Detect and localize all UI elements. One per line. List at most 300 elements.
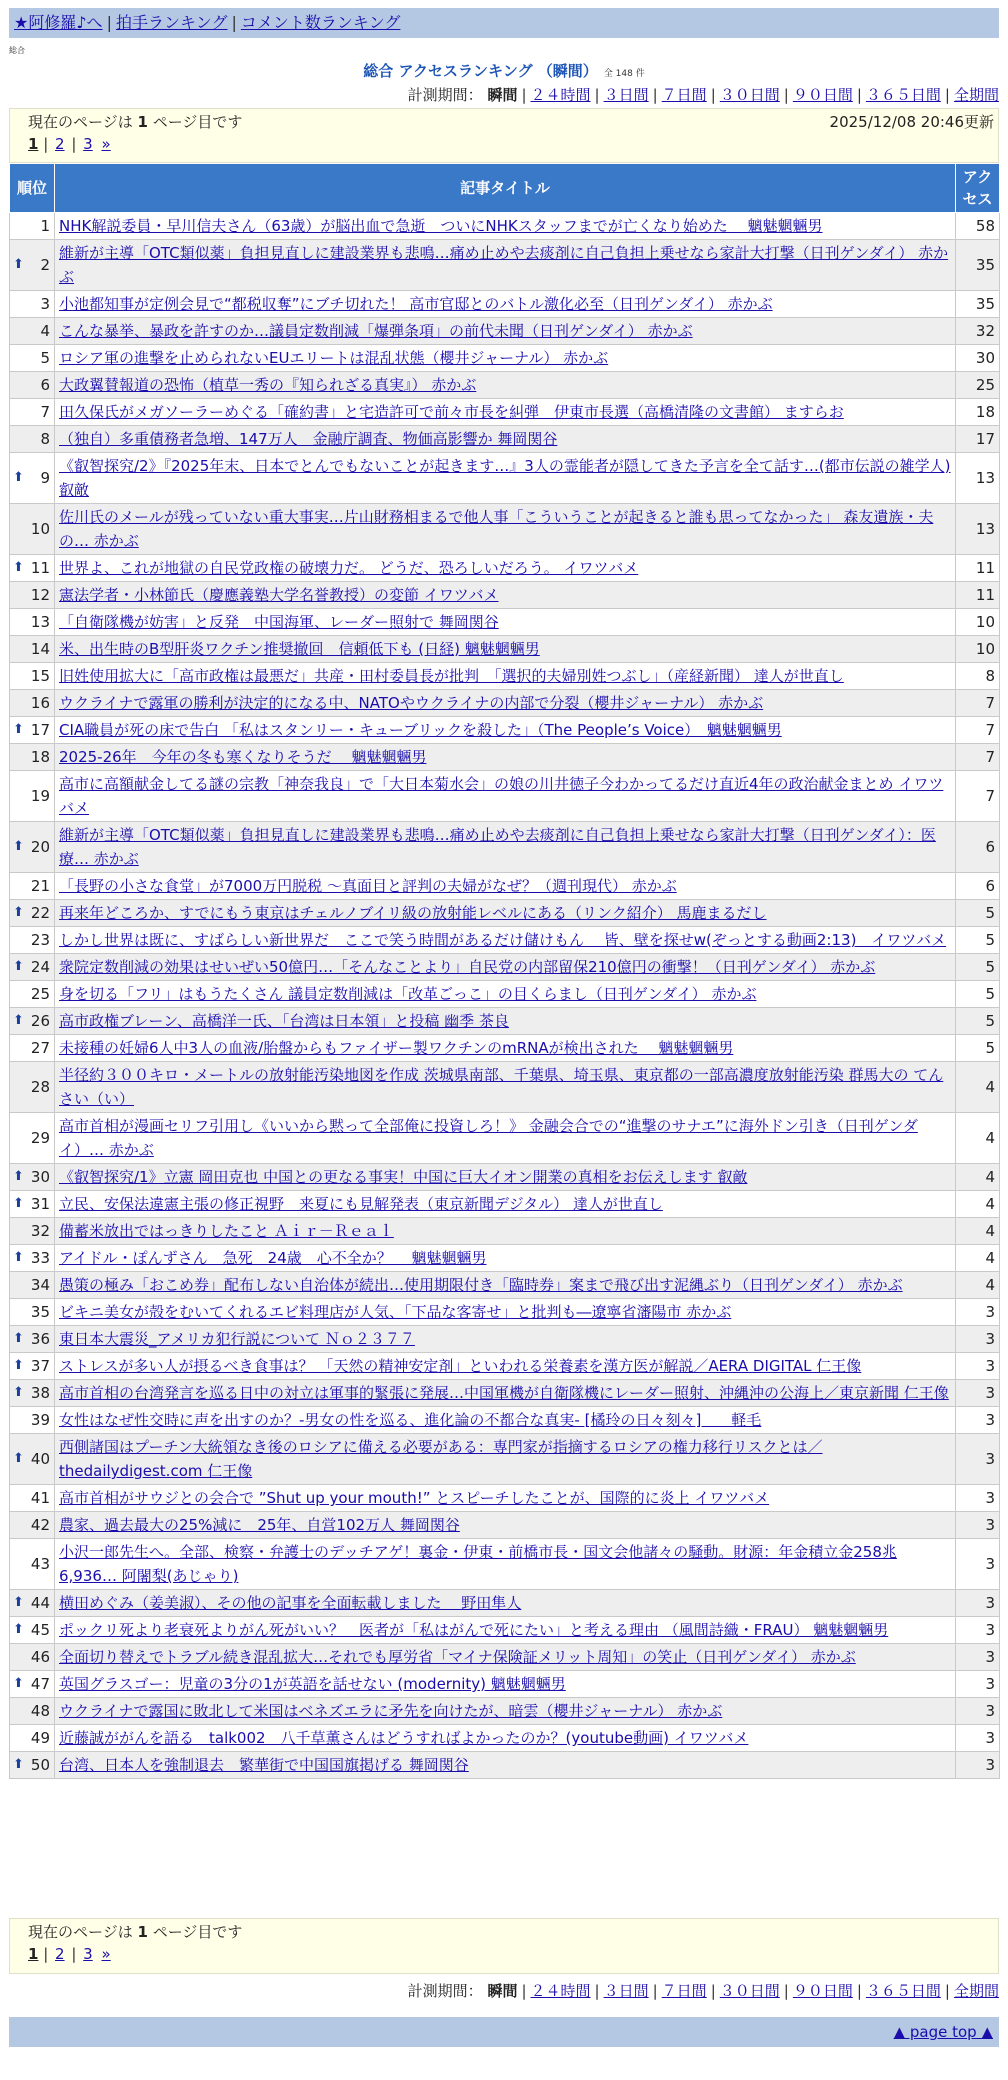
rank-number: 22 <box>30 904 50 922</box>
table-row <box>10 1008 1000 1035</box>
access-count: 3 <box>956 1326 1000 1353</box>
rank-cell <box>10 1035 55 1062</box>
article-title-link[interactable]: ウクライナで露国に敗北して米国はベネズエラに矛先を向けたが、暗雲（櫻井ジャーナル） 赤かぶ <box>59 1702 723 1720</box>
rank-number: 25 <box>30 985 50 1003</box>
page-1-current: 1 <box>28 135 39 153</box>
access-count: 6 <box>956 822 1000 873</box>
title-cell <box>55 1725 956 1752</box>
table-row <box>10 426 1000 453</box>
article-title-link[interactable]: 半径約３００キロ・メートルの放射能汚染地図を作成 茨城県南部、千葉県、埼玉県、東京都の一部高濃度放射能汚染 群馬大の てんさい（い） <box>59 1066 944 1108</box>
article-title-link[interactable]: ウクライナで露軍の勝利が決定的になる中、NATOやウクライナの内部で分裂（櫻井ジャーナル） 赤かぶ <box>59 694 764 712</box>
rank-up-arrow-icon: ⬆ <box>13 1676 24 1691</box>
title-cell <box>55 1617 956 1644</box>
access-count: 3 <box>956 1725 1000 1752</box>
rank-number: 38 <box>30 1384 50 1402</box>
rank-number: 2 <box>40 256 50 274</box>
title-cell <box>55 240 956 291</box>
access-count: 7 <box>956 717 1000 744</box>
rank-number: 15 <box>30 667 50 685</box>
access-count: 35 <box>956 240 1000 291</box>
article-title-link[interactable]: 米、出生時のB型肝炎ワクチン推奨撤回 信頼低下も (日経) 魑魅魍魎男 <box>59 640 540 658</box>
rank-cell <box>10 1698 55 1725</box>
title-cell <box>55 1272 956 1299</box>
article-title-link[interactable]: 女性はなぜ性交時に声を出すのか？-男女の性を巡る、進化論の不都合な真実- [橘玲の日々刻々] 軽毛 <box>59 1411 762 1429</box>
table-row <box>10 954 1000 981</box>
rank-number: 36 <box>30 1330 50 1348</box>
rank-cell <box>10 822 55 873</box>
page-info-bottom <box>9 1918 999 1974</box>
title-cell <box>55 954 956 981</box>
period-link-90d[interactable]: ９０日間 <box>792 86 853 104</box>
article-title-link[interactable]: 未接種の妊婦6人中3人の血液/胎盤からもファイザー製ワクチンのmRNAが検出された 魑魅魍魎男 <box>59 1039 734 1057</box>
rank-number: 5 <box>40 349 50 367</box>
article-title-link[interactable]: 全面切り替えでトラブル続き混乱拡大…それでも厚労省「マイナ保険証メリット周知」の笑止（日刊ゲンダイ） 赤かぶ <box>59 1648 856 1666</box>
title-cell <box>55 213 956 240</box>
access-count: 17 <box>956 426 1000 453</box>
access-count: 3 <box>956 1617 1000 1644</box>
rank-cell <box>10 954 55 981</box>
table-row <box>10 582 1000 609</box>
title-cell <box>55 555 956 582</box>
period-link-all[interactable]: 全期間 <box>953 86 999 104</box>
top-nav-bar: ★阿修羅♪へ | 拍手ランキング | コメント数ランキング <box>9 8 999 38</box>
table-row <box>10 1299 1000 1326</box>
rank-number: 33 <box>30 1249 50 1267</box>
table-row <box>10 504 1000 555</box>
article-title-link[interactable]: 田久保氏がメガソーラーめぐる「確約書」と宅造許可で前々市長を糾弾 伊東市長選（高橋清隆の文書館） ますらお <box>59 403 844 421</box>
table-row <box>10 744 1000 771</box>
rank-up-arrow-icon: ⬆ <box>13 1757 24 1772</box>
rank-number: 37 <box>30 1357 50 1375</box>
rank-cell <box>10 873 55 900</box>
rank-up-arrow-icon: ⬆ <box>13 1595 24 1610</box>
table-row <box>10 1725 1000 1752</box>
article-title-link[interactable]: 愚策の極み「おこめ券」配布しない自治体が続出…使用期限付き「臨時券」案まで飛び出す泥縄ぶり（日刊ゲンダイ） 赤かぶ <box>59 1276 903 1294</box>
article-title-link[interactable]: ビキニ美女が殻をむいてくれるエビ料理店が人気、「下品な客寄せ」と批判も―遼寧省瀋陽市 赤かぶ <box>59 1303 732 1321</box>
ranking-table-body <box>10 213 1000 1779</box>
rank-number: 50 <box>30 1756 50 1774</box>
article-title-link[interactable]: 東日本大震災_アメリカ犯行説について Ｎｏ２３７７ <box>59 1330 415 1348</box>
access-count: 3 <box>956 1752 1000 1779</box>
title-cell <box>55 1035 956 1062</box>
rank-cell <box>10 1008 55 1035</box>
title-cell <box>55 372 956 399</box>
table-row <box>10 690 1000 717</box>
rank-cell <box>10 1272 55 1299</box>
item-count: 全 148 件 <box>603 69 645 79</box>
period-label: 計測期間： <box>407 1982 483 2000</box>
rank-number: 29 <box>30 1129 50 1147</box>
article-title-link[interactable]: （独自）多重債務者急増、147万人 金融庁調査、物価高影響か 舞岡関谷 <box>59 430 558 448</box>
access-count: 3 <box>956 1434 1000 1485</box>
access-count: 32 <box>956 318 1000 345</box>
article-title-link[interactable]: 立民、安保法違憲主張の修正視野 来夏にも見解発表（東京新聞デジタル） 達人が世直し <box>59 1195 663 1213</box>
period-link-7d[interactable]: ７日間 <box>661 1982 707 2000</box>
rank-number: 7 <box>40 403 50 421</box>
access-count: 13 <box>956 453 1000 504</box>
period-selector-bottom: 計測期間： 瞬間 | ２４時間 | ３日間 | ７日間 | ３０日間 | ９０日間 | ３６５日間 | 全期間 <box>407 1982 999 2000</box>
period-link-30d[interactable]: ３０日間 <box>719 86 780 104</box>
article-title-link[interactable]: 佐川氏のメールが残っていない重大事実…片山財務相まるで他人事「こういうことが起きると誰も思ってなかった」 森友遺族・夫の… 赤かぶ <box>59 508 934 550</box>
rank-cell <box>10 1218 55 1245</box>
next-page-link[interactable]: » <box>101 1945 111 1963</box>
rank-up-arrow-icon: ⬆ <box>13 959 24 974</box>
title-cell <box>55 771 956 822</box>
access-count: 3 <box>956 1353 1000 1380</box>
article-title-link[interactable]: NHK解説委員・早川信夫さん（63歳）が脳出血で急逝 ついにNHKスタッフまでが亡くなり始めた 魑魅魍魎男 <box>59 217 823 235</box>
table-row <box>10 1272 1000 1299</box>
article-title-link[interactable]: 近藤誠ががんを語る talk002 八千草薫さんはどうすればよかったのか？(youtube動画) イワツバメ <box>59 1729 749 1747</box>
rank-number: 44 <box>30 1594 50 1612</box>
rank-cell <box>10 318 55 345</box>
title-cell <box>55 1326 956 1353</box>
rank-cell <box>10 1512 55 1539</box>
page-link-2[interactable]: 2 <box>55 135 65 153</box>
access-count: 5 <box>956 900 1000 927</box>
title-cell <box>55 1245 956 1272</box>
nav-link-home[interactable]: ★阿修羅♪へ <box>14 13 103 32</box>
table-row <box>10 240 1000 291</box>
rank-up-arrow-icon: ⬆ <box>13 1331 24 1346</box>
rank-cell <box>10 1353 55 1380</box>
title-cell <box>55 1191 956 1218</box>
title-cell <box>55 636 956 663</box>
access-count: 3 <box>956 1407 1000 1434</box>
table-row <box>10 1191 1000 1218</box>
title-cell <box>55 822 956 873</box>
access-count: 3 <box>956 1512 1000 1539</box>
rank-number: 6 <box>40 376 50 394</box>
title-cell <box>55 873 956 900</box>
access-count: 3 <box>956 1644 1000 1671</box>
page-1-current: 1 <box>28 1945 39 1963</box>
rank-number: 10 <box>30 520 50 538</box>
table-row <box>10 1644 1000 1671</box>
rank-up-arrow-icon: ⬆ <box>13 839 24 854</box>
rank-number: 20 <box>30 838 50 856</box>
rank-up-arrow-icon: ⬆ <box>13 1358 24 1373</box>
rank-cell <box>10 555 55 582</box>
access-count: 4 <box>956 1218 1000 1245</box>
rank-cell <box>10 291 55 318</box>
article-title-link[interactable]: ストレスが多い人が摂るべき食事は？ 「天然の精神安定剤」といわれる栄養素を漢方医が解説／AERA DIGITAL 仁王像 <box>59 1357 862 1375</box>
rank-cell <box>10 1299 55 1326</box>
article-title-link[interactable]: 農家、過去最大の25%減に 25年、自営102万人 舞岡関谷 <box>59 1516 460 1534</box>
article-title-link[interactable]: 衆院定数削減の効果はせいぜい50億円…「そんなことより」自民党の内部留保210億円の衝撃！（日刊ゲンダイ） 赤かぶ <box>59 958 876 976</box>
rank-number: 11 <box>30 559 50 577</box>
article-title-link[interactable]: 維新が主導「OTC類似薬」負担見直しに建設業界も悲鳴…痛め止めや去痰剤に自己負担上乗せなら家計大打撃（日刊ゲンダイ）：医療… 赤かぶ <box>59 826 936 868</box>
rank-cell <box>10 1590 55 1617</box>
rank-number: 27 <box>30 1039 50 1057</box>
rank-number: 40 <box>30 1450 50 1468</box>
access-count: 30 <box>956 345 1000 372</box>
article-title-link[interactable]: 西側諸国はプーチン大統領なき後のロシアに備える必要がある：専門家が指摘するロシアの権力移行リスクとは／thedailydigest.com 仁王像 <box>59 1438 823 1480</box>
table-row <box>10 1512 1000 1539</box>
table-row <box>10 1617 1000 1644</box>
rank-number: 3 <box>40 295 50 313</box>
article-title-link[interactable]: 小池都知事が定例会見で“都税収奪”にブチ切れた！ 高市官邸とのバトル激化必至（日刊ゲンダイ） 赤かぶ <box>59 295 773 313</box>
rank-cell <box>10 1644 55 1671</box>
rank-up-arrow-icon: ⬆ <box>13 905 24 920</box>
table-row <box>10 771 1000 822</box>
access-count: 5 <box>956 1035 1000 1062</box>
table-row <box>10 1113 1000 1164</box>
rank-number: 18 <box>30 748 50 766</box>
rank-up-arrow-icon: ⬆ <box>13 257 24 272</box>
access-count: 4 <box>956 1191 1000 1218</box>
article-title-link[interactable]: 「長野の小さな食堂」が7000万円脱税 ～真面目と評判の夫婦がなぜ？（週刊現代） 赤かぶ <box>59 877 677 895</box>
access-count: 7 <box>956 690 1000 717</box>
title-cell <box>55 399 956 426</box>
title-cell <box>55 1353 956 1380</box>
title-cell <box>55 1590 956 1617</box>
article-title-link[interactable]: 横田めぐみ（姜美淑）、その他の記事を全面転載しました 野田隼人 <box>59 1594 522 1612</box>
title-cell <box>55 1485 956 1512</box>
title-cell <box>55 1062 956 1113</box>
rank-up-arrow-icon: ⬆ <box>13 1169 24 1184</box>
access-count: 4 <box>956 1272 1000 1299</box>
table-row <box>10 1698 1000 1725</box>
title-cell <box>55 453 956 504</box>
rank-number: 24 <box>30 958 50 976</box>
access-count: 3 <box>956 1380 1000 1407</box>
access-count: 35 <box>956 291 1000 318</box>
rank-up-arrow-icon: ⬆ <box>13 1451 24 1466</box>
period-link-24h[interactable]: ２４時間 <box>530 86 591 104</box>
period-link-3d[interactable]: ３日間 <box>603 86 649 104</box>
access-count: 13 <box>956 504 1000 555</box>
rank-up-arrow-icon: ⬆ <box>13 1622 24 1637</box>
rank-number: 19 <box>30 787 50 805</box>
rank-cell <box>10 771 55 822</box>
table-row <box>10 1434 1000 1485</box>
access-count: 7 <box>956 744 1000 771</box>
col-header-title: 記事タイトル <box>55 164 956 213</box>
access-count: 11 <box>956 555 1000 582</box>
rank-cell <box>10 1113 55 1164</box>
access-count: 3 <box>956 1698 1000 1725</box>
title-cell <box>55 1407 956 1434</box>
access-count: 5 <box>956 954 1000 981</box>
rank-cell <box>10 399 55 426</box>
table-row <box>10 1539 1000 1590</box>
title-cell <box>55 504 956 555</box>
article-title-link[interactable]: 憲法学者・小林節氏（慶應義塾大学名誉教授）の変節 イワツバメ <box>59 586 499 604</box>
access-count: 4 <box>956 1164 1000 1191</box>
page-status: 現在のページは 1 ページ目です <box>28 1923 243 1941</box>
rank-number: 16 <box>30 694 50 712</box>
title-cell <box>55 690 956 717</box>
rank-up-arrow-icon: ⬆ <box>13 722 24 737</box>
access-count: 5 <box>956 1008 1000 1035</box>
title-cell <box>55 1539 956 1590</box>
article-title-link[interactable]: CIA職員が死の床で告白 「私はスタンリー・キューブリックを殺した」（The People’s Voice） 魑魅魍魎男 <box>59 721 782 739</box>
rank-up-arrow-icon: ⬆ <box>13 1250 24 1265</box>
article-title-link[interactable]: 高市首相の台湾発言を巡る日中の対立は軍事的緊張に発展…中国軍機が自衛隊機にレーダー照射、沖縄沖の公海上／東京新聞 仁王像 <box>59 1384 949 1402</box>
article-title-link[interactable]: 高市首相がサウジとの会合で ”Shut up your mouth!” とスピーチしたことが、国際的に炎上 イワツバメ <box>59 1489 770 1507</box>
article-title-link[interactable]: しかし世界は既に、すばらしい新世界だ ここで笑う時間があるだけ儲けもん 皆、壁を探せw(ぞっとする動画2:13) イワツバメ <box>59 931 947 949</box>
article-title-link[interactable]: 台湾、日本人を強制退去 繁華街で中国国旗掲げる 舞岡関谷 <box>59 1756 469 1774</box>
access-count: 5 <box>956 927 1000 954</box>
rank-cell <box>10 426 55 453</box>
period-link-3d[interactable]: ３日間 <box>603 1982 649 2000</box>
rank-cell <box>10 1485 55 1512</box>
access-count: 4 <box>956 1113 1000 1164</box>
article-title-link[interactable]: 維新が主導「OTC類似薬」負担見直しに建設業界も悲鳴…痛め止めや去痰剤に自己負担上乗せなら家計大打撃（日刊ゲンダイ） 赤かぶ <box>59 244 949 286</box>
ranking-table <box>9 163 1000 1779</box>
rank-number: 9 <box>40 469 50 487</box>
article-title-link[interactable]: 高市に高額献金してる謎の宗教「神奈我良」で「大日本菊水会」の娘の川井徳子今わかってるだけ直近4年の政治献金まとめ イワツバメ <box>59 775 944 817</box>
table-row <box>10 717 1000 744</box>
article-title-link[interactable]: ポックリ死より老衰死よりがん死がいい？ 医者が「私はがんで死にたい」と考える理由 （風間詩織・FRAU） 魑魅魍魎男 <box>59 1621 889 1639</box>
article-title-link[interactable]: 《叡智探究/2》『2025年末、日本でとんでもないことが起きます…』3人の霊能者が隠してきた予言を全て話す…(都市伝説の雑学人) 叡敵 <box>59 457 951 499</box>
access-count: 18 <box>956 399 1000 426</box>
rank-cell <box>10 663 55 690</box>
rank-number: 26 <box>30 1012 50 1030</box>
rank-number: 28 <box>30 1078 50 1096</box>
title-cell <box>55 927 956 954</box>
table-row <box>10 873 1000 900</box>
rank-number: 12 <box>30 586 50 604</box>
rank-cell <box>10 717 55 744</box>
title-cell <box>55 609 956 636</box>
article-title-link[interactable]: 旧姓使用拡大に「高市政権は最悪だ」共産・田村委員長が批判 「選択的夫婦別姓つぶし」（産経新聞） 達人が世直し <box>59 667 844 685</box>
access-count: 3 <box>956 1671 1000 1698</box>
rank-number: 32 <box>30 1222 50 1240</box>
article-title-link[interactable]: 小沢一郎先生へ。全部、検察・弁護士のデッチアゲ！裏金・伊東・前橋市長・国文会他諸々の騒動。財源：年金積立金258兆6,936… 阿闍梨(あじゃり) <box>59 1543 897 1585</box>
title-cell <box>55 981 956 1008</box>
period-link-365d[interactable]: ３６５日間 <box>865 1982 941 2000</box>
article-title-link[interactable]: 英国グラスゴー：児童の3分の1が英語を話せない (modernity) 魑魅魍魎男 <box>59 1675 566 1693</box>
period-link-24h[interactable]: ２４時間 <box>530 1982 591 2000</box>
rank-cell <box>10 1245 55 1272</box>
title-cell <box>55 1299 956 1326</box>
article-title-link[interactable]: 備蓄米放出ではっきりしたこと Ａｉｒ－Ｒｅａｌ <box>59 1222 394 1240</box>
article-title-link[interactable]: 世界よ、これが地獄の自民党政権の破壊力だ。 どうだ、恐ろしいだろう。 イワツバメ <box>59 559 639 577</box>
period-link-all[interactable]: 全期間 <box>953 1982 999 2000</box>
access-count: 10 <box>956 636 1000 663</box>
table-row <box>10 1380 1000 1407</box>
rank-number: 35 <box>30 1303 50 1321</box>
rank-cell <box>10 1380 55 1407</box>
next-page-link[interactable]: » <box>101 135 111 153</box>
title-cell <box>55 1512 956 1539</box>
rank-number: 14 <box>30 640 50 658</box>
rank-cell <box>10 636 55 663</box>
page-link-3[interactable]: 3 <box>83 1945 93 1963</box>
table-row <box>10 555 1000 582</box>
table-row <box>10 636 1000 663</box>
rank-cell <box>10 1617 55 1644</box>
rank-number: 23 <box>30 931 50 949</box>
access-count: 8 <box>956 663 1000 690</box>
rank-number: 46 <box>30 1648 50 1666</box>
article-title-link[interactable]: 身を切る「フリ」はもうたくさん 議員定数削減は「改革ごっこ」の目くらまし（日刊ゲンダイ） 赤かぶ <box>59 985 757 1003</box>
rank-cell <box>10 1539 55 1590</box>
page-info-top <box>9 108 999 163</box>
table-row <box>10 1245 1000 1272</box>
rank-number: 48 <box>30 1702 50 1720</box>
article-title-link[interactable]: 「自衛隊機が妨害」と反発 中国海軍、レーダー照射で 舞岡関谷 <box>59 613 499 631</box>
page-link-3[interactable]: 3 <box>83 135 93 153</box>
access-count: 3 <box>956 1539 1000 1590</box>
period-selector-top: 計測期間： 瞬間 | ２４時間 | ３日間 | ７日間 | ３０日間 | ９０日間 | ３６５日間 | 全期間 <box>407 86 999 104</box>
rank-number: 45 <box>30 1621 50 1639</box>
period-link-365d[interactable]: ３６５日間 <box>865 86 941 104</box>
table-row <box>10 609 1000 636</box>
article-title-link[interactable]: 2025-26年 今年の冬も寒くなりそうだ 魑魅魍魎男 <box>59 748 427 766</box>
title-cell <box>55 717 956 744</box>
article-title-link[interactable]: 大政翼賛報道の恐怖（植草一秀の『知られざる真実』） 赤かぶ <box>59 376 477 394</box>
rank-number: 21 <box>30 877 50 895</box>
rank-number: 34 <box>30 1276 50 1294</box>
page-top-link[interactable]: ▲ page top ▲ <box>893 2023 993 2041</box>
table-row <box>10 663 1000 690</box>
article-title-link[interactable]: 高市政権ブレーン、高橋洋一氏、「台湾は日本領」と投稿 幽季 茶良 <box>59 1012 509 1030</box>
rank-cell <box>10 1407 55 1434</box>
col-header-rank: 順位 <box>10 164 55 213</box>
table-row <box>10 318 1000 345</box>
nav-link-clap-ranking[interactable]: 拍手ランキング <box>115 13 228 32</box>
rank-number: 13 <box>30 613 50 631</box>
title-cell <box>55 1380 956 1407</box>
rank-number: 30 <box>30 1168 50 1186</box>
table-row <box>10 1326 1000 1353</box>
table-row <box>10 1353 1000 1380</box>
period-current: 瞬間 <box>487 1982 518 2000</box>
rank-cell <box>10 690 55 717</box>
rank-cell <box>10 213 55 240</box>
rank-cell <box>10 1191 55 1218</box>
rank-up-arrow-icon: ⬆ <box>13 560 24 575</box>
page-link-2[interactable]: 2 <box>55 1945 65 1963</box>
pagination-top: 1 | 2 | 3 » <box>28 135 111 153</box>
article-title-link[interactable]: ロシア軍の進撃を止められないEUエリートは混乱状態（櫻井ジャーナル） 赤かぶ <box>59 349 609 367</box>
article-title-link[interactable]: 再来年どころか、すでにもう東京はチェルノブイリ級の放射能レベルにある（リンク紹介） 馬鹿まるだし <box>59 904 767 922</box>
access-count: 10 <box>956 609 1000 636</box>
nav-link-comment-ranking[interactable]: コメント数ランキング <box>240 13 401 32</box>
period-link-30d[interactable]: ３０日間 <box>719 1982 780 2000</box>
title-cell <box>55 1113 956 1164</box>
rank-cell <box>10 609 55 636</box>
table-row <box>10 453 1000 504</box>
rank-number: 39 <box>30 1411 50 1429</box>
article-title-link[interactable]: アイドル・ぽんずさん 急死 24歳 心不全か？ 魑魅魍魎男 <box>59 1249 487 1267</box>
rank-cell <box>10 1725 55 1752</box>
rank-cell <box>10 900 55 927</box>
table-row <box>10 213 1000 240</box>
rank-cell <box>10 1671 55 1698</box>
access-count: 3 <box>956 1590 1000 1617</box>
rank-up-arrow-icon: ⬆ <box>13 1013 24 1028</box>
rank-number: 47 <box>30 1675 50 1693</box>
table-row <box>10 1164 1000 1191</box>
access-count: 11 <box>956 582 1000 609</box>
title-cell <box>55 291 956 318</box>
access-count: 7 <box>956 771 1000 822</box>
rank-number: 31 <box>30 1195 50 1213</box>
article-title-link[interactable]: こんな暴挙、暴政を許すのか…議員定数削減「爆弾条項」の前代未聞（日刊ゲンダイ） 赤かぶ <box>59 322 693 340</box>
table-row <box>10 981 1000 1008</box>
rank-number: 8 <box>40 430 50 448</box>
rank-cell <box>10 240 55 291</box>
period-link-7d[interactable]: ７日間 <box>661 86 707 104</box>
table-row <box>10 291 1000 318</box>
article-title-link[interactable]: 《叡智探究/1》立憲 岡田克也 中国との更なる事実！中国に巨大イオン開業の真相をお伝えします 叡敵 <box>59 1168 748 1186</box>
period-link-90d[interactable]: ９０日間 <box>792 1982 853 2000</box>
article-title-link[interactable]: 高市首相が漫画セリフ引用し《いいから黙って全部俺に投資しろ！》 金融会合での“進撃のサナエ”に海外ドン引き（日刊ゲンダイ）… 赤かぶ <box>59 1117 918 1159</box>
table-row <box>10 372 1000 399</box>
